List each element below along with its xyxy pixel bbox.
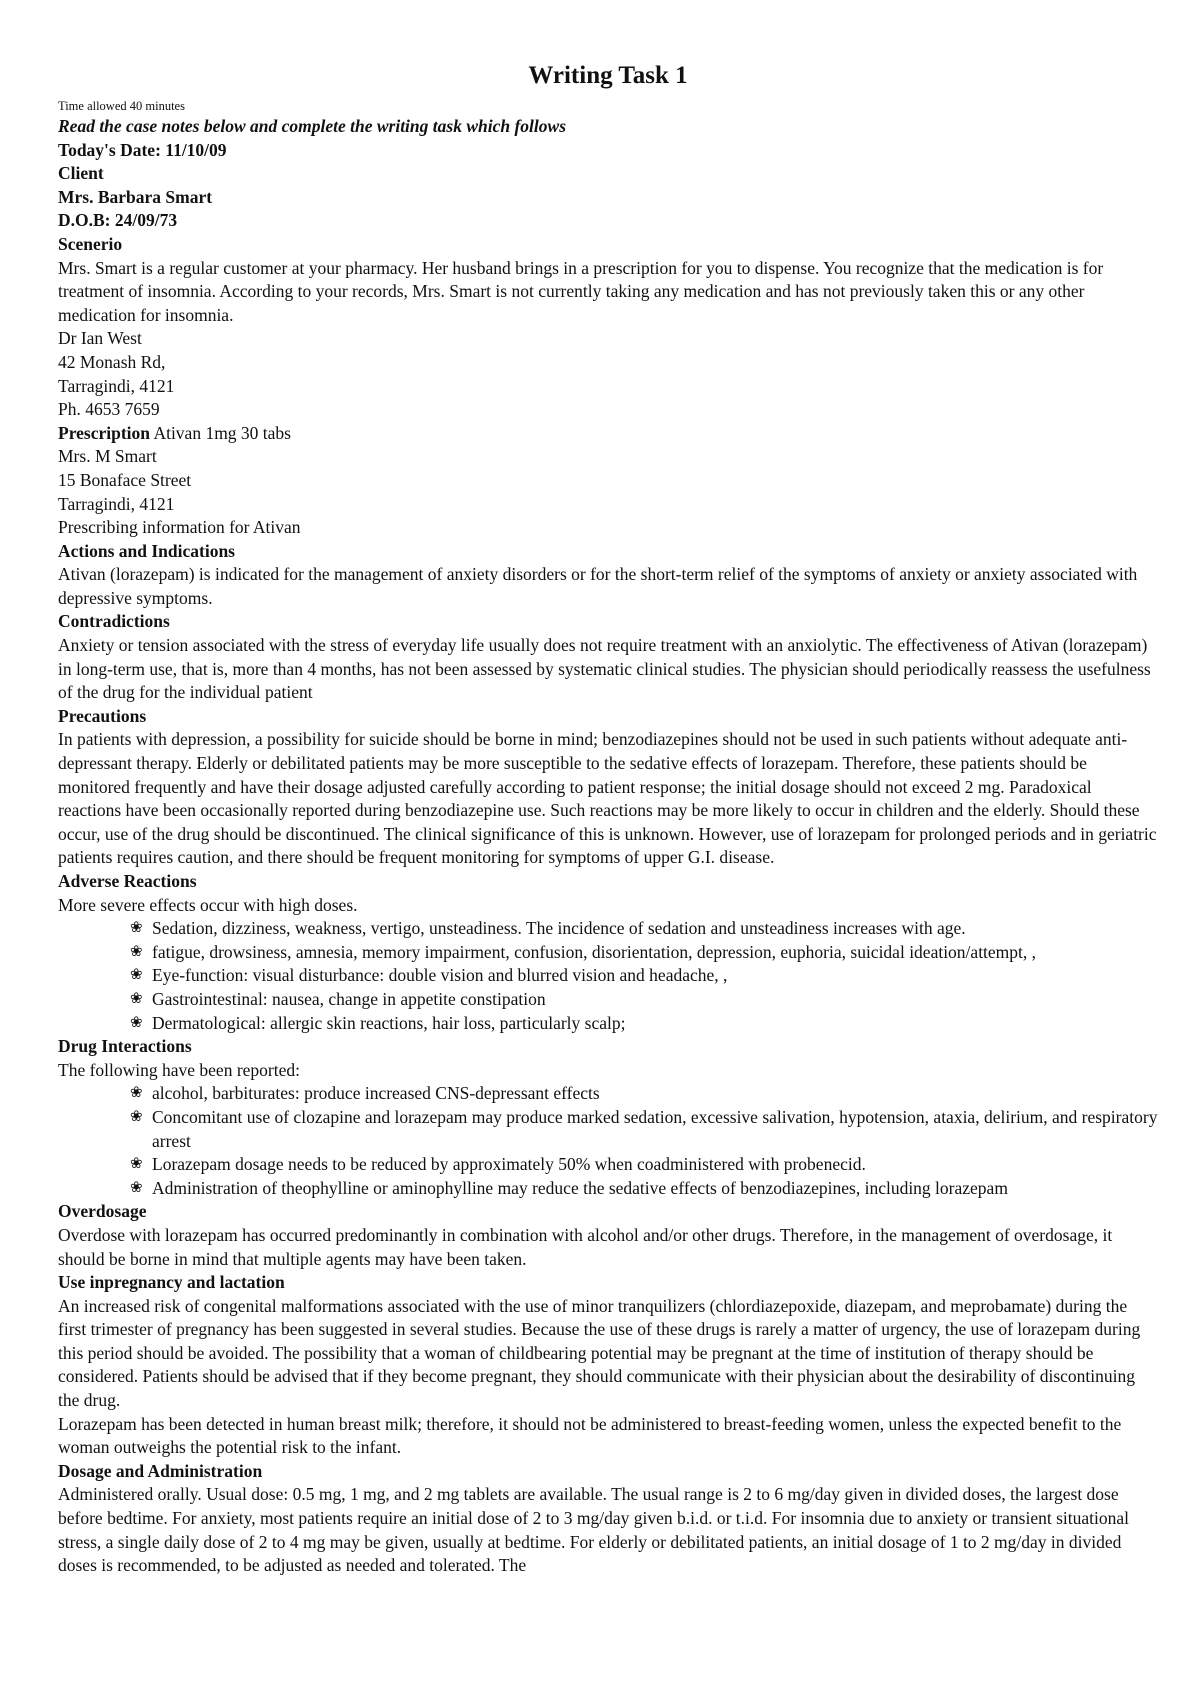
patient-line: 15 Bonaface Street [58, 469, 192, 490]
scenario-heading: Scenerio [58, 233, 123, 254]
section-text: An increased risk of congenital malformations associated with the use of minor tranquilizers (chlordiazepoxide, diazepam, and meprobamate) during the first trimester of pregnancy has been suggested in several studies. Because the use of these drugs is rarely a matter of urgency, the use of lorazepam during this period should be avoided. The possibility that a woman of childbearing potential may be pregnant at the time of institution of therapy should be considered. Patients should be advised that if they become pregnant, they should communicate with their physician about the desirability of discontinuing the drug. [58, 1295, 1141, 1411]
todays-date: Today's Date: 11/10/09 [58, 139, 227, 160]
list-item [130, 988, 1158, 1012]
list-item [130, 1177, 1158, 1201]
section-heading: Precautions [58, 705, 147, 726]
client-name: Mrs. Barbara Smart [58, 186, 213, 207]
scenario-text: Mrs. Smart is a regular customer at your pharmacy. Her husband brings in a prescription for you to dispense. You recognize that the medication is for treatment of insomnia. According to your records, Mrs. Smart is not currently taking any medication and has not previously taken this or any other medication for insomnia. [58, 257, 1104, 325]
bullet-icon: ❀ [130, 943, 143, 960]
section-text: Ativan (lorazepam) is indicated for the management of anxiety disorders or for the short-term relief of the symptoms of anxiety or anxiety associated with depressive symptoms. [58, 564, 1138, 608]
bullet-icon: ❀ [130, 1085, 143, 1102]
list-item [130, 1153, 1158, 1177]
bullet-icon: ❀ [130, 1108, 143, 1125]
section-heading: Dosage and Administration [58, 1460, 263, 1481]
section-text: Lorazepam has been detected in human breast milk; therefore, it should not be administered to breast-feeding women, unless the expected benefit to the woman outweighs the potential risk to the infant. [58, 1413, 1122, 1458]
doctor-line: 42 Monash Rd, [58, 351, 166, 372]
list-item [130, 1082, 1158, 1106]
section-text: Overdose with lorazepam has occurred predominantly in combination with alcohol and/or other drugs. Therefore, in the management of overdosage, it should be borne in mind that multiple agents may have been taken. [58, 1224, 1113, 1269]
dob: D.O.B: 24/09/73 [58, 210, 178, 231]
doctor-line: Tarragindi, 4121 [58, 375, 175, 396]
section-text: Anxiety or tension associated with the stress of everyday life usually does not require treatment with an anxiolytic. The effectiveness of Ativan (lorazepam) in long-term use, that is, more than 4 months, has not been assessed by systematic clinical studies. The physician should periodically reassess the usefulness of the drug for the individual patient [58, 635, 1151, 703]
list-item-text: Dermatological: allergic skin reactions, hair loss, particularly scalp; [152, 1012, 626, 1033]
section-heading: Use inpregnancy and lactation [58, 1272, 285, 1293]
patient-line: Prescribing information for Ativan [58, 517, 301, 538]
section-heading: Contradictions [58, 611, 170, 632]
list-item-text: Concomitant use of clozapine and lorazepam may produce marked sedation, excessive salivation, hypotension, ataxia, delirium, and respiratory arrest [152, 1106, 1158, 1151]
page-title: Writing Task 1 [528, 62, 688, 89]
prescription-line [58, 422, 1158, 446]
interactions-list [58, 1082, 1158, 1200]
patient-line: Mrs. M Smart [58, 446, 157, 467]
list-item-text: Eye-function: visual disturbance: double vision and blurred vision and headache, , [152, 965, 728, 986]
section-heading: Overdosage [58, 1201, 147, 1222]
bullet-icon: ❀ [130, 990, 143, 1007]
section-heading: Adverse Reactions [58, 871, 197, 891]
bullet-icon: ❀ [130, 1014, 143, 1031]
client-label: Client [58, 163, 104, 184]
list-item-text: Lorazepam dosage needs to be reduced by approximately 50% when coadministered with probenecid. [152, 1154, 866, 1175]
list-item [130, 1106, 1158, 1153]
instruction: Read the case notes below and complete the writing task which follows [58, 116, 567, 136]
list-item-text: fatigue, drowsiness, amnesia, memory impairment, confusion, disorientation, depression, euphoria, suicidal ideation/attempt, , [152, 941, 1037, 962]
bullet-icon: ❀ [130, 1179, 143, 1196]
patient-line: Tarragindi, 4121 [58, 493, 175, 514]
list-item [130, 964, 1158, 988]
section-text: In patients with depression, a possibility for suicide should be borne in mind; benzodiazepines should not be used in such patients without adequate anti-depressant therapy. Elderly or debilitated patients may be more susceptible to the sedative effects of lorazepam. Therefore, these patients should be monitored frequently and have their dosage adjusted carefully according to patient response; the initial dosage should not exceed 2 mg. Paradoxical reactions have been occasionally reported during benzodiazepine use. Such reactions may be more likely to occur in children and the elderly. Should these occur, use of the drug should be discontinued. The clinical significance of this is unknown. However, use of lorazepam for prolonged periods and in geriatric patients requires caution, and there should be frequent monitoring for symptoms of upper G.I. disease. [58, 729, 1157, 868]
bullet-icon: ❀ [130, 1156, 143, 1173]
section-heading: Drug Interactions [58, 1036, 192, 1057]
prescription-text: Ativan 1mg 30 tabs [150, 422, 291, 443]
list-item-text: alcohol, barbiturates: produce increased CNS-depressant effects [152, 1083, 600, 1104]
list-item [130, 917, 1158, 941]
bullet-icon: ❀ [130, 967, 143, 984]
section-text: More severe effects occur with high doses. [58, 894, 358, 915]
list-item [130, 1012, 1158, 1036]
document-page [58, 54, 1158, 1578]
section-text: Administered orally. Usual dose: 0.5 mg, 1 mg, and 2 mg tablets are available. The usual range is 2 to 6 mg/day given in divided doses, the largest dose before bedtime. For anxiety, most patients require an initial dose of 2 to 3 mg/day given b.i.d. or t.i.d. For insomnia due to anxiety or transient situational stress, a single daily dose of 2 to 4 mg may be given, usually at bedtime. For elderly or debilitated patients, an initial dosage of 1 to 2 mg/day in divided doses is recommended, to be adjusted as needed and tolerated. The [58, 1484, 1130, 1576]
time-allowed: Time allowed 40 minutes [58, 99, 185, 113]
section-heading: Actions and Indications [58, 540, 235, 561]
doctor-line: Ph. 4653 7659 [58, 399, 160, 420]
section-text: The following have been reported: [58, 1059, 300, 1080]
bullet-icon: ❀ [130, 920, 143, 937]
list-item-text: Gastrointestinal: nausea, change in appetite constipation [152, 988, 546, 1009]
prescription-label: Prescription [58, 422, 151, 443]
list-item [130, 941, 1158, 965]
list-item-text: Sedation, dizziness, weakness, vertigo, unsteadiness. The incidence of sedation and unsteadiness increases with age. [152, 918, 966, 939]
adverse-list [58, 917, 1158, 1035]
list-item-text: Administration of theophylline or aminophylline may reduce the sedative effects of benzodiazepines, including lorazepam [152, 1177, 1008, 1198]
doctor-line: Dr Ian West [58, 328, 142, 349]
